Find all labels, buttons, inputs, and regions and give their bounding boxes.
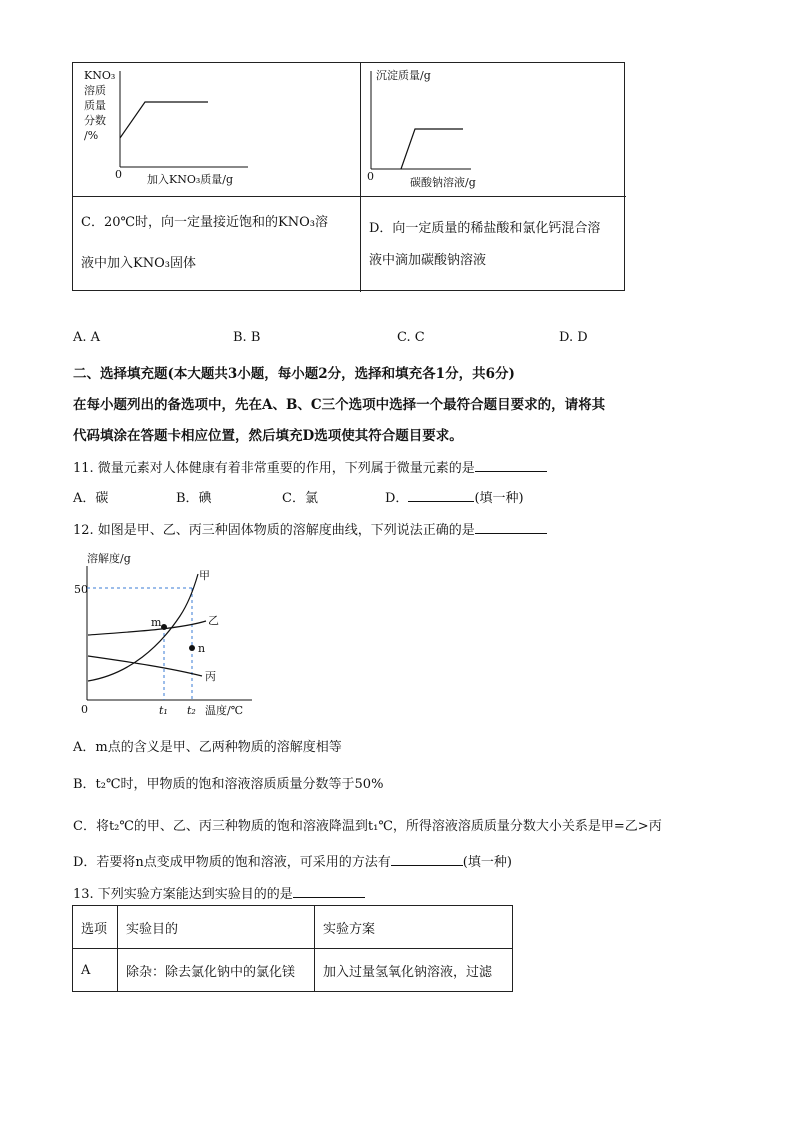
chart-c-ylabel-4: 分数: [84, 114, 106, 127]
q13-stem: [73, 883, 365, 902]
q12-stem-text: 12. 如图是甲、乙、丙三种固体物质的溶解度曲线，下列说法正确的是: [73, 523, 475, 538]
q11-opt-c: C．氯: [282, 491, 318, 506]
q13-stem-text: 13. 下列实验方案能达到实验目的的是: [73, 887, 293, 902]
q12-fill-blank: [391, 853, 463, 866]
point-n-label: n: [198, 642, 206, 655]
chart-c-ylabel-2: 溶质: [84, 84, 106, 97]
q12-answer-blank: [475, 521, 547, 534]
chart-c-xlabel: 加入KNO₃质量/g: [147, 173, 234, 186]
header-purpose: 实验目的: [118, 906, 315, 949]
curve-yi: [88, 621, 206, 635]
chart-c-curve: [120, 102, 208, 138]
option-d-line1: D．向一定质量的稀盐酸和氯化钙混合溶: [369, 221, 601, 236]
q12-opt-a: A．m点的含义是甲、乙两种物质的溶解度相等: [73, 740, 342, 755]
answer-a: A. A: [73, 330, 101, 345]
q12-opt-d-text: D．若要将n点变成甲物质的饱和溶液，可采用的方法有: [73, 855, 391, 870]
row-a-option: A: [73, 949, 118, 992]
chart-origin: 0: [81, 703, 88, 716]
q11-stem-text: 11. 微量元素对人体健康有着非常重要的作用，下列属于微量元素的是: [73, 461, 475, 476]
option-c-line2: 液中加入KNO₃固体: [81, 256, 196, 271]
point-n: [189, 645, 195, 651]
table-header-row: [73, 906, 513, 949]
top-options-table: [72, 62, 625, 291]
chart-ylabel: 溶解度/g: [87, 552, 131, 565]
chart-c-ylabel-3: 质量: [84, 99, 106, 112]
q11-opt-b: B．碘: [176, 491, 212, 506]
q11-answer-blank: [475, 459, 547, 472]
q12-stem: [73, 519, 547, 538]
chart-d-precipitate: [361, 63, 626, 196]
table-row: [73, 949, 513, 992]
curve-label-bing: 丙: [205, 670, 216, 683]
header-plan: 实验方案: [315, 906, 513, 949]
q11-stem: [73, 457, 547, 476]
header-option: 选项: [73, 906, 118, 949]
chart-xlabel: 温度/℃: [205, 704, 244, 717]
point-m-label: m: [151, 616, 162, 629]
q12-opt-b: B．t₂℃时，甲物质的饱和溶液溶质质量分数等于50%: [73, 777, 384, 792]
answer-d: D. D: [559, 330, 588, 345]
section2-heading: 二、选择填充题(本大题共3小题，每小题2分，选择和填充各1分，共6分): [73, 366, 515, 382]
q11-opt-a: A．碳: [73, 491, 109, 506]
q11-opt-d: [385, 487, 524, 506]
curve-label-jia: 甲: [199, 569, 210, 582]
curve-label-yi: 乙: [208, 614, 219, 627]
chart-c-kno3: [73, 63, 360, 196]
q13-answer-blank: [293, 885, 365, 898]
q13-table: [72, 905, 513, 992]
chart-c-origin: 0: [115, 168, 122, 181]
row-a-purpose: 除杂：除去氯化钠中的氯化镁: [118, 949, 315, 992]
answer-b: B. B: [233, 330, 261, 345]
row-a-plan: 加入过量氢氧化钠溶液，过滤: [315, 949, 513, 992]
chart-d-xlabel: 碳酸钠溶液/g: [410, 176, 476, 189]
option-c-line1: C．20℃时，向一定量接近饱和的KNO₃溶: [81, 215, 328, 230]
q11-opt-d-label: D．: [385, 491, 409, 506]
answer-c: C. C: [397, 330, 425, 345]
x-tick-t1: t₁: [159, 704, 168, 717]
q12-opt-c: C．将t₂℃的甲、乙、丙三种物质的饱和溶液降温到t₁℃，所得溶液溶质质量分数大小关系是甲=乙>丙: [73, 819, 662, 834]
q11-fill-blank: [408, 489, 474, 502]
option-d-line2: 液中滴加碳酸钠溶液: [369, 253, 487, 268]
x-tick-t2: t₂: [187, 704, 196, 717]
chart-d-curve: [401, 129, 463, 169]
chart-y-tick-50: 50: [74, 583, 88, 596]
solubility-chart: [70, 546, 270, 724]
section2-instruction2: 代码填涂在答题卡相应位置，然后填充D选项使其符合题目要求。: [73, 428, 463, 444]
point-m: [161, 624, 167, 630]
q11-fill-hint: (填一种): [474, 491, 524, 506]
chart-c-ylabel-1: KNO₃: [84, 69, 116, 82]
q12-fill-hint: (填一种): [462, 855, 512, 870]
chart-d-ylabel: 沉淀质量/g: [376, 69, 431, 82]
chart-c-ylabel-5: /%: [84, 129, 99, 142]
chart-d-origin: 0: [367, 170, 374, 183]
q12-opt-d: [73, 851, 512, 870]
section2-instruction1: 在每小题列出的备选项中，先在A、B、C三个选项中选择一个最符合题目要求的，请将其: [73, 397, 606, 413]
curve-bing: [88, 656, 202, 676]
